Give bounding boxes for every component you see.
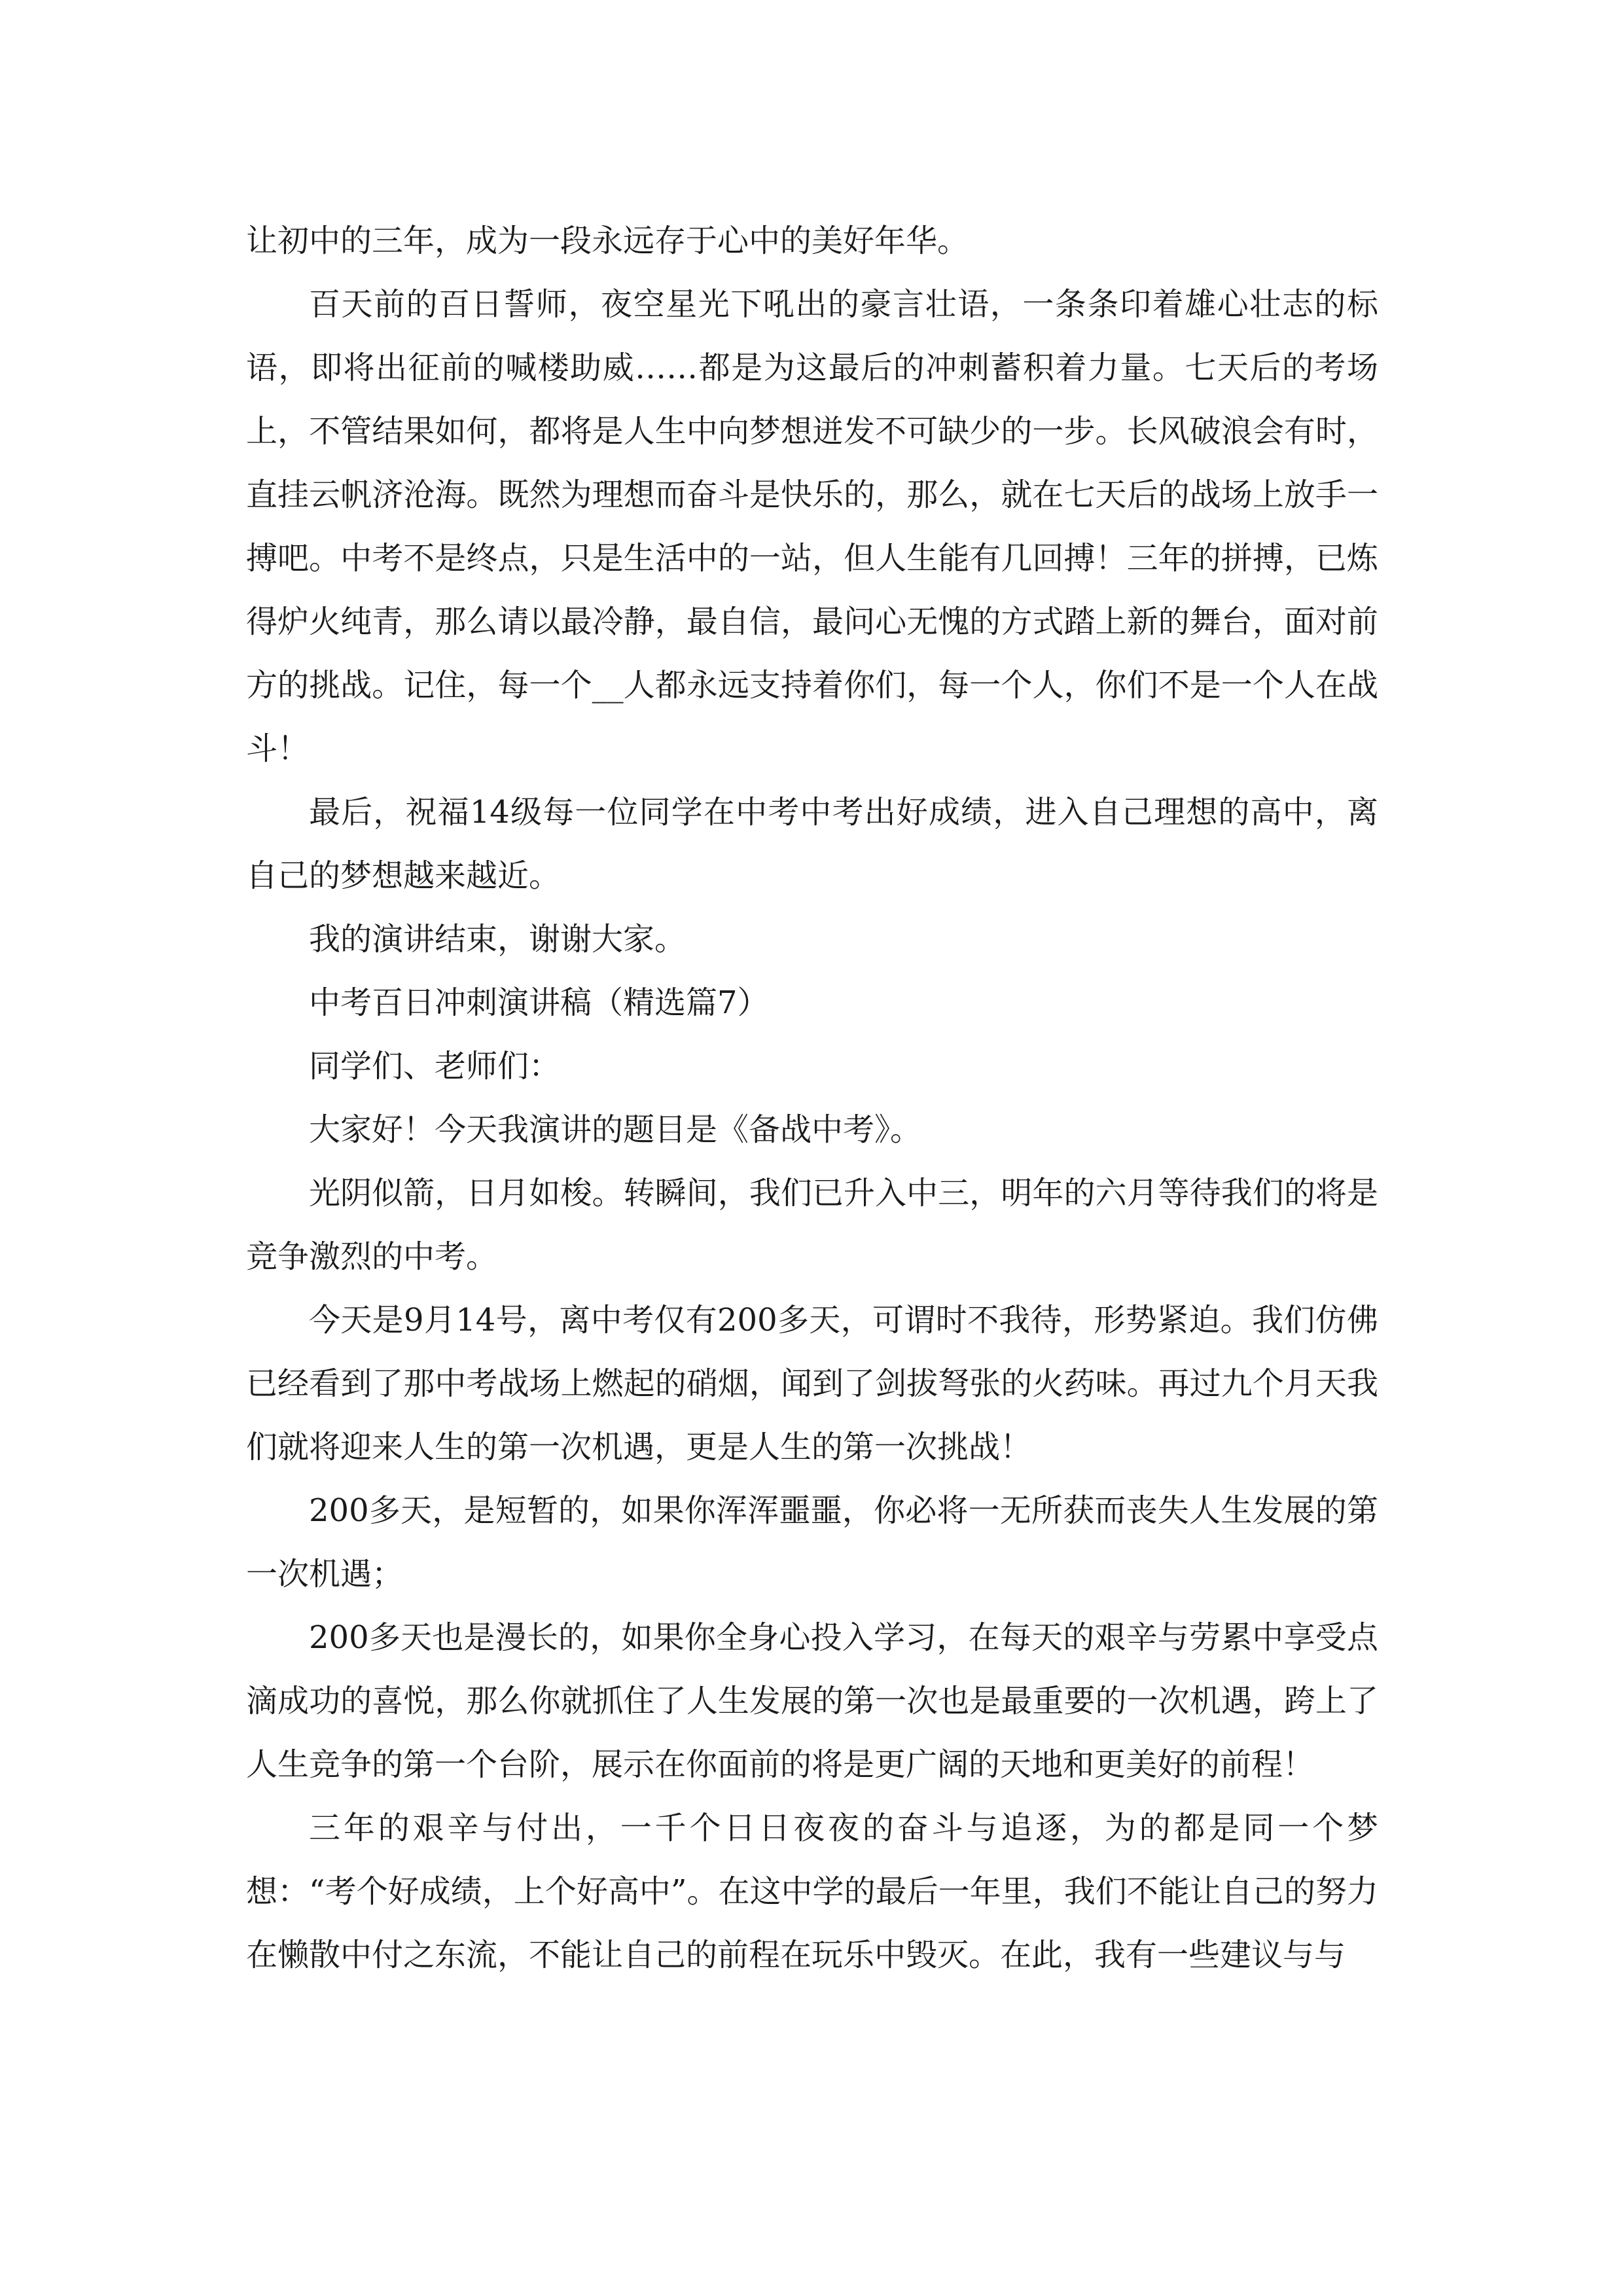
paragraph: 大家好！今天我演讲的题目是《备战中考》。 bbox=[309, 1111, 922, 1148]
paragraph: 最后，祝福14级每一位同学在中考中考出好成绩，进入自己理想的高中，离自己的梦想越来越近。 bbox=[246, 794, 1378, 894]
paragraph: 200多天，是短暂的，如果你浑浑噩噩，你必将一无所获而丧失人生发展的第一次机遇； bbox=[246, 1492, 1378, 1592]
document-body bbox=[246, 209, 1378, 1987]
paragraph: 我的演讲结束，谢谢大家。 bbox=[309, 921, 687, 958]
section-heading: 中考百日冲刺演讲稿（精选篇7） bbox=[309, 984, 769, 1021]
paragraph: 百天前的百日誓师，夜空星光下吼出的豪言壮语，一条条印着雄心壮志的标语，即将出征前的喊楼助威……都是为这最后的冲刺蓄积着力量。七天后的考场上，不管结果如何，都将是人生中向梦想迸发不可缺少的一步。长风破浪会有时，直挂云帆济沧海。既然为理想而奋斗是快乐的，那么，就在七天后的战场上放手一搏吧。中考不是终点，只是生活中的一站，但人生能有几回搏！三年的拼搏，已炼得炉火纯青，那么请以最冷静，最自信，最问心无愧的方式踏上新的舞台，面对前方的挑战。记住，每一个__人都永远支持着你们，每一个人，你们不是一个人在战斗！ bbox=[246, 286, 1378, 767]
paragraph: 让初中的三年，成为一段永远存于心中的美好年华。 bbox=[246, 223, 969, 259]
paragraph: 三年的艰辛与付出，一千个日日夜夜的奋斗与追逐，为的都是同一个梦想：“考个好成绩，上个好高中”。在这中学的最后一年里，我们不能让自己的努力在懒散中付之东流，不能让自己的前程在玩乐中毁灭。在此，我有一些建议与与 bbox=[246, 1810, 1378, 1973]
paragraph: 今天是9月14号，离中考仅有200多天，可谓时不我待，形势紧迫。我们仿佛已经看到了那中考战场上燃起的硝烟，闻到了剑拔弩张的火药味。再过九个月天我们就将迎来人生的第一次机遇，更是人生的第一次挑战！ bbox=[246, 1302, 1378, 1465]
salutation: 同学们、老师们： bbox=[309, 1048, 561, 1085]
paragraph: 200多天也是漫长的，如果你全身心投入学习，在每天的艰辛与劳累中享受点滴成功的喜悦，那么你就抓住了人生发展的第一次也是最重要的一次机遇，跨上了人生竞争的第一个台阶，展示在你面前的将是更广阔的天地和更美好的前程！ bbox=[246, 1619, 1378, 1783]
paragraph: 光阴似箭，日月如梭。转瞬间，我们已升入中三，明年的六月等待我们的将是竞争激烈的中考。 bbox=[246, 1175, 1378, 1275]
